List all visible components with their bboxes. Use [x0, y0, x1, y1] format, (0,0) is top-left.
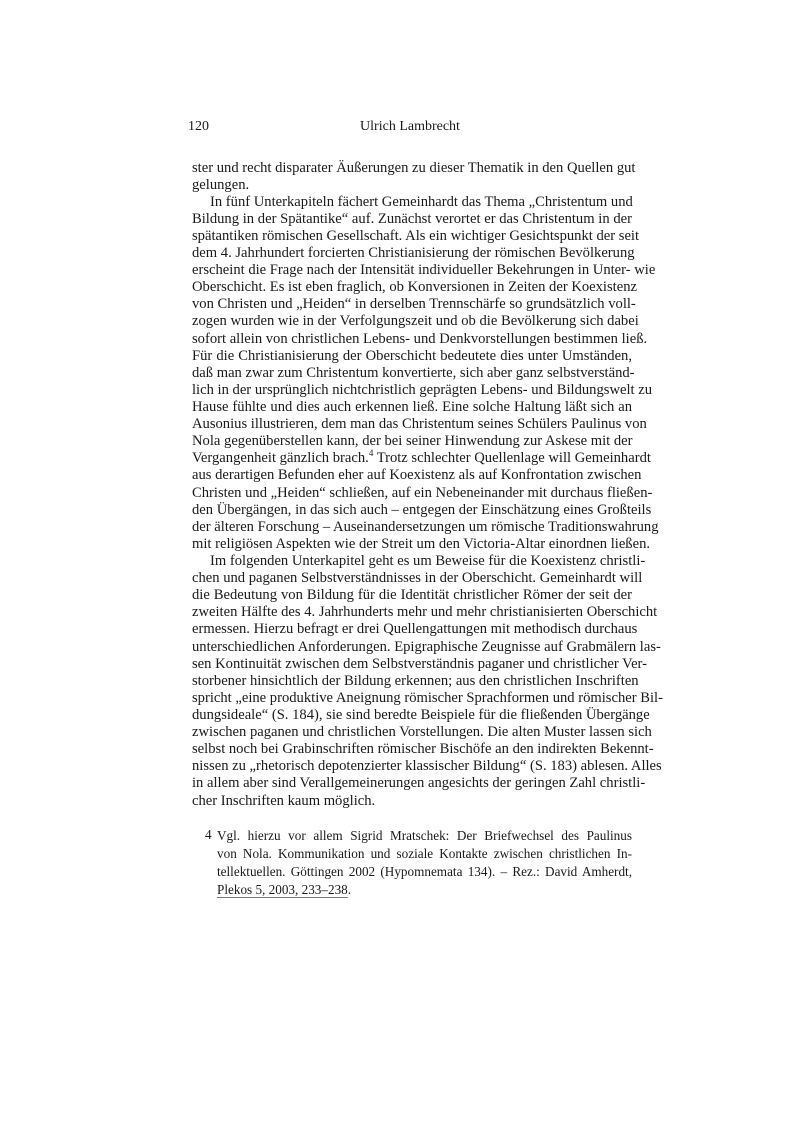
text-line: den Übergängen, in das sich auch – entgegen der Einschätzung eines Großteils	[192, 501, 652, 518]
text-line: ermessen. Hierzu befragt er drei Quellengattungen mit methodisch durchaus	[192, 621, 638, 638]
text-line: chen und paganen Selbstverständnisses in der Oberschicht. Gemeinhardt will	[192, 570, 643, 587]
footnote-line: Vgl. hierzu vor allem Sigrid Mratschek: Der Briefwechsel des Paulinus	[217, 828, 632, 843]
running-head: Ulrich Lambrecht	[360, 119, 460, 134]
footnote-line: tellektuellen. Göttingen 2002 (Hypomnemata 134). – Rez.: David Amherdt,	[217, 864, 632, 879]
text-line: Vergangenheit gänzlich brach.$^4$ Trotz schlechter Quellenlage will Gemeinhardt	[192, 448, 651, 467]
footnote-text	[217, 827, 632, 899]
paragraph	[192, 193, 659, 553]
text-line: cher Inschriften kaum möglich.	[192, 792, 376, 809]
text-line: aus derartigen Befunden eher auf Koexistenz als auf Konfrontation zwischen	[192, 467, 642, 484]
footnote-line	[217, 881, 632, 899]
text-line: ster und recht disparater Äußerungen zu dieser Thematik in den Quellen gut	[192, 159, 636, 176]
text-line: in allem aber sind Verallgemeinerungen angesichts der geringen Zahl christli-	[192, 775, 646, 792]
text-line: storbener hinsichtlich der Bildung erkennen; aus den christlichen Inschriften	[192, 672, 639, 689]
text-line: Ausonius illustrieren, dem man das Christentum seines Schülers Paulinus von	[192, 416, 647, 433]
text-line: der älteren Forschung – Auseinandersetzungen um römische Traditionswahrung	[192, 518, 659, 535]
text-line: gelungen.	[192, 176, 250, 193]
text-line: zogen wurden wie in der Verfolgungszeit und ob die Bevölkerung sich dabei	[192, 313, 639, 330]
text-line: zweiten Hälfte des 4. Jahrhunderts mehr und mehr christianisierten Oberschicht	[192, 604, 658, 621]
text-line: sen Kontinuität zwischen dem Selbstverständnis paganer und christlicher Ver-	[192, 655, 647, 672]
footnote-reference[interactable]: 4	[368, 448, 374, 459]
text-line: Hause fühlte und dies auch erkennen ließ. Eine solche Haltung läßt sich an	[192, 399, 632, 416]
page-number: 120	[188, 119, 209, 134]
text-line: von Christen und „Heiden“ in derselben Trennschärfe so grundsätzlich voll-	[192, 296, 636, 313]
text-line: Im folgenden Unterkapitel geht es um Beweise für die Koexistenz christli-	[210, 553, 646, 570]
review-link[interactable]: Plekos 5, 2003, 233–238	[217, 882, 348, 897]
footnote-number: 4	[205, 827, 212, 842]
footnote-line: von Nola. Kommunikation und soziale Kontakte zwischen christlichen In-	[217, 846, 632, 861]
text-line: unterschiedlichen Anforderungen. Epigraphische Zeugnisse auf Grabmälern las-	[192, 638, 661, 655]
footnote	[205, 827, 632, 899]
text-line: sofort allein von christlichen Lebens- und Denkvorstellungen bestimmen ließ.	[192, 330, 648, 347]
paragraph	[192, 553, 663, 810]
text-line: Für die Christianisierung der Oberschicht bedeutete dies unter Umständen,	[192, 347, 632, 364]
text-line: In fünf Unterkapiteln fächert Gemeinhardt das Thema „Christentum und	[210, 193, 633, 210]
text-line: mit religiösen Aspekten wie der Streit um den Victoria-Altar einordnen ließen.	[192, 535, 651, 552]
text-line: nissen zu „rhetorisch depotenzierter klassischer Bildung“ (S. 183) ablesen. Alles	[192, 758, 662, 775]
text-line: Oberschicht. Es ist eben fraglich, ob Konversionen in Zeiten der Koexistenz	[192, 279, 637, 296]
text-line: Christen und „Heiden“ schließen, auf ein Nebeneinander mit durchaus fließen-	[192, 484, 653, 501]
text-line: Bildung in der Spätantike“ auf. Zunächst verortet er das Christentum in der	[192, 210, 632, 227]
text-line: dungsideale“ (S. 184), sie sind beredte Beispiele für die fließenden Übergänge	[192, 707, 650, 723]
page-header	[188, 119, 632, 137]
text-line: die Bedeutung von Bildung für die Identität christlicher Römer der seit der	[192, 587, 632, 604]
text-line: zwischen paganen und christlichen Vorstellungen. Die alten Muster lassen sich	[192, 724, 652, 741]
footnotes	[205, 827, 632, 899]
text-line: spricht „eine produktive Aneignung römischer Sprachformen und römischer Bil-	[192, 689, 663, 706]
paragraph	[192, 159, 636, 194]
text-line: selbst noch bei Grabinschriften römischer Bischöfe an den indirekten Bekennt-	[192, 741, 654, 758]
body-text	[192, 159, 663, 810]
text-line: daß man zwar zum Christentum konvertierte, sich aber ganz selbstverständ-	[192, 364, 635, 381]
text-line: Nola gegenüberstellen kann, der bei seiner Hinwendung zur Askese mit der	[192, 433, 633, 450]
text-line: dem 4. Jahrhundert forcierten Christianisierung der römischen Bevölkerung	[192, 245, 635, 262]
text-line: erscheint die Frage nach der Intensität individueller Bekehrungen in Unter- wie	[192, 262, 656, 279]
text-line: lich in der ursprünglich nichtchristlich geprägten Lebens- und Bildungswelt zu	[192, 381, 652, 398]
text-line: spätantiken römischen Gesellschaft. Als ein wichtiger Gesichtspunkt der seit	[192, 227, 640, 244]
footnote-trailing: .	[347, 882, 352, 897]
